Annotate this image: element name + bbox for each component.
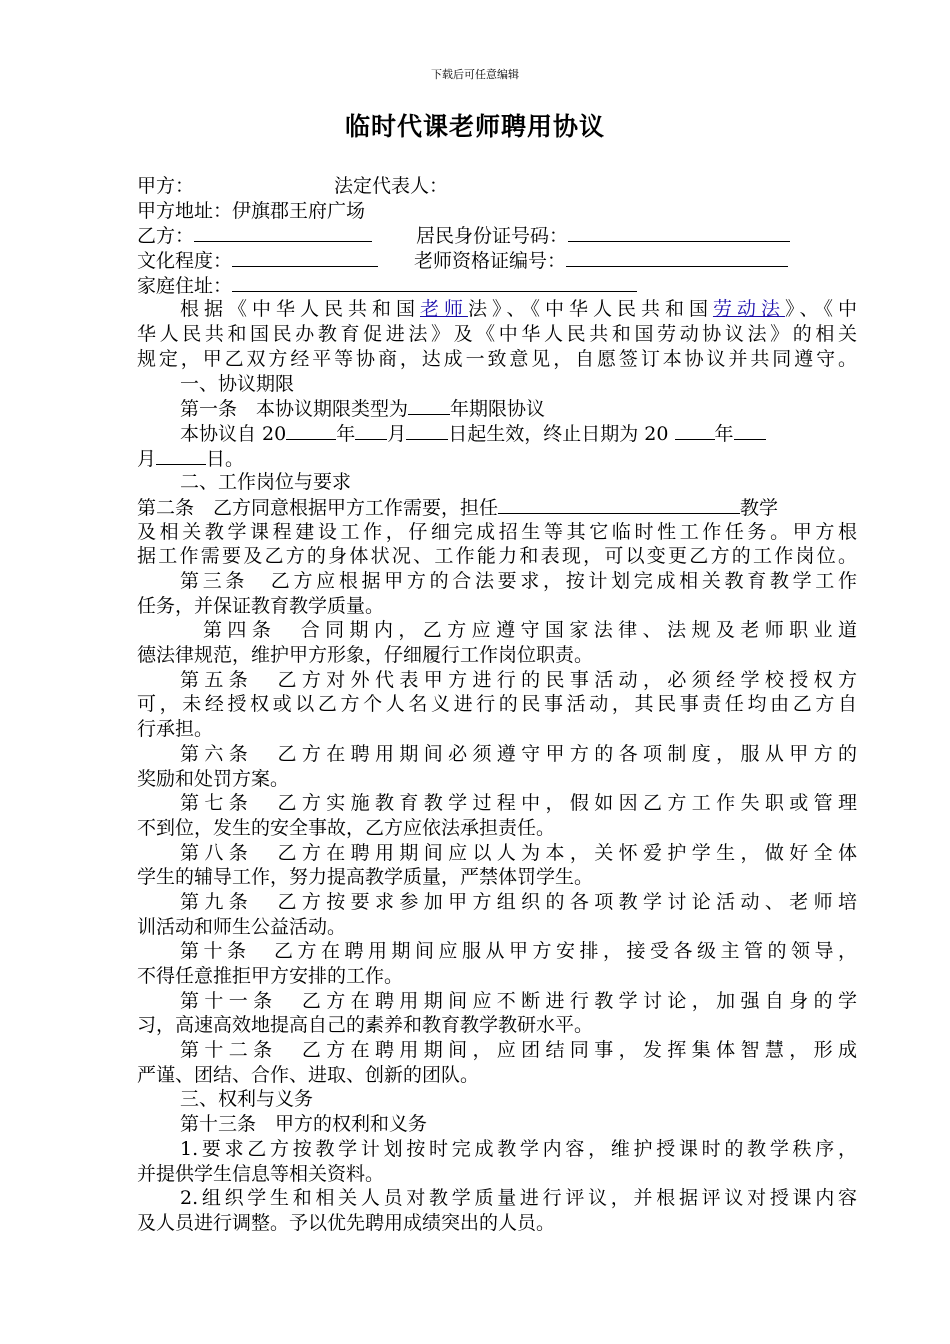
- section-2-heading: 二、工作岗位与要求: [180, 471, 352, 494]
- party-b-blank: [194, 223, 372, 242]
- article-8-line-1: 第八条 乙方在聘用期间应以人为本，关怀爱护学生，做好全体: [180, 841, 857, 864]
- home-address-label: 家庭住址：: [137, 274, 233, 297]
- party-b-line: [137, 223, 857, 248]
- preamble-line-2: 华人民共和国民办教育促进法》及《中华人民共和国劳动协议法》的相关: [137, 323, 857, 346]
- party-a-label: 甲方：: [137, 175, 195, 197]
- article-13: 第十三条 甲方的权利和义务: [180, 1113, 428, 1136]
- header-note: 下载后可任意编辑: [431, 68, 519, 81]
- article-5-line-3: 行承担。: [137, 718, 214, 741]
- teacher-cert-blank: [566, 248, 788, 267]
- item-2-line-2: 及人员进行调整。予以优先聘用成绩突出的人员。: [137, 1211, 556, 1234]
- article-4-line-2: 德法律规范，维护甲方形象，仔细履行工作岗位职责。: [137, 644, 594, 667]
- end-day-blank: [156, 446, 206, 465]
- article-12-line-2: 严谨、团结、合作、进取、创新的团队。: [137, 1063, 480, 1086]
- end-year-blank: [675, 421, 715, 440]
- item-1-line-2: 并提供学生信息等相关资料。: [137, 1162, 385, 1185]
- section-3-heading: 三、权利与义务: [180, 1088, 314, 1111]
- article-6-line-2: 奖励和处罚方案。: [137, 767, 290, 790]
- article-1: 第一条 本协议期限类型为 年期限协议: [180, 398, 546, 421]
- item-1-line-1: 1.要求乙方按教学计划按时完成教学内容，维护授课时的教学秩序，: [180, 1137, 857, 1160]
- article-8-line-2: 学生的辅导工作，努力提高教学质量，严禁体罚学生。: [137, 866, 594, 889]
- party-a-address-line: [137, 199, 857, 224]
- labor-law-link[interactable]: 劳动法: [712, 298, 785, 321]
- legal-rep-label: 法定代表人：: [334, 175, 449, 197]
- article-2-line-3: 据工作需要及乙方的身体状况、工作能力和表现，可以变更乙方的工作岗位。: [137, 545, 857, 568]
- article-2-line-2: 及相关教学课程建设工作，仔细完成招生等其它临时性工作任务。甲方根: [137, 520, 857, 543]
- article-5-line-1: 第五条 乙方对外代表甲方进行的民事活动，必须经学校授权方: [180, 668, 857, 691]
- article-12-line-1: 第十二条 乙方在聘用期间，应团结同事，发挥集体智慧，形成: [180, 1039, 857, 1062]
- end-month-blank: [734, 421, 766, 440]
- document-title: 临时代课老师聘用协议: [344, 112, 605, 141]
- home-address-blank: [232, 273, 637, 292]
- article-3-line-2: 任务，并保证教育教学质量。: [137, 594, 385, 617]
- term-dates-line-1: 本协议自 20 年 月 日起生效，终止日期为 20 年: [137, 421, 857, 446]
- party-b-label: 乙方：: [137, 225, 195, 248]
- article-9-line-1: 第九条 乙方按要求参加甲方组织的各项教学讨论活动、老师培: [180, 890, 857, 913]
- id-number-label: 居民身份证号码：: [416, 225, 569, 248]
- article-11-line-2: 习，高速高效地提高自己的素养和教育教学教研水平。: [137, 1014, 594, 1037]
- article-7-line-2: 不到位，发生的安全事故，乙方应依法承担责任。: [137, 816, 556, 839]
- start-month-blank: [355, 421, 387, 440]
- education-blank: [232, 248, 378, 267]
- start-year-blank: [286, 421, 336, 440]
- position-blank: [498, 495, 740, 514]
- article-5-line-2: 可，未经授权或以乙方个人名义进行的民事活动，其民事责任均由乙方自: [137, 693, 857, 716]
- article-7-line-1: 第七条 乙方实施教育教学过程中，假如因乙方工作失职或管理: [180, 792, 857, 815]
- start-day-blank: [406, 421, 448, 440]
- education-line: [137, 248, 857, 273]
- article-2-line-1: 第二条 乙方同意根据甲方工作需要，担任 教学: [137, 496, 779, 519]
- document-body: [137, 174, 857, 1236]
- term-blank: [408, 396, 450, 415]
- article-6-line-1: 第六条 乙方在聘用期间必须遵守甲方的各项制度，服从甲方的: [180, 742, 857, 765]
- id-number-blank: [568, 223, 790, 242]
- preamble-line-1: 根据《中华人民共和国老师法》、《中华人民共和国劳动法》、《中: [180, 298, 857, 321]
- address-value: 伊旗郡王府广场: [232, 199, 366, 222]
- term-dates-line-2: 月 日。: [137, 447, 245, 470]
- article-10-line-2: 不得任意推拒甲方安排的工作。: [137, 965, 404, 987]
- education-label: 文化程度：: [137, 250, 233, 273]
- teacher-law-link[interactable]: 老师: [419, 298, 468, 321]
- party-a-line: [137, 174, 857, 199]
- teacher-cert-label: 老师资格证编号：: [414, 250, 567, 273]
- item-2-line-1: 2.组织学生和相关人员对教学质量进行评议，并根据评议对授课内容: [180, 1187, 857, 1210]
- home-address-line: [137, 273, 857, 298]
- article-11-line-1: 第十一条 乙方在聘用期间应不断进行教学讨论，加强自身的学: [180, 989, 857, 1012]
- article-9-line-2: 训活动和师生公益活动。: [137, 915, 347, 938]
- article-10-line-1: 第十条 乙方在聘用期间应服从甲方安排，接受各级主管的领导，: [180, 940, 857, 963]
- section-1-heading: 一、协议期限: [180, 372, 295, 395]
- address-label: 甲方地址：: [137, 199, 233, 222]
- preamble-line-3: 规定，甲乙双方经平等协商，达成一致意见，自愿签订本协议并共同遵守。: [137, 347, 857, 370]
- article-4-line-1: 第四条 合同期内，乙方应遵守国家法律、法规及老师职业道: [203, 619, 857, 642]
- article-3-line-1: 第三条 乙方应根据甲方的合法要求，按计划完成相关教育教学工作: [180, 570, 857, 592]
